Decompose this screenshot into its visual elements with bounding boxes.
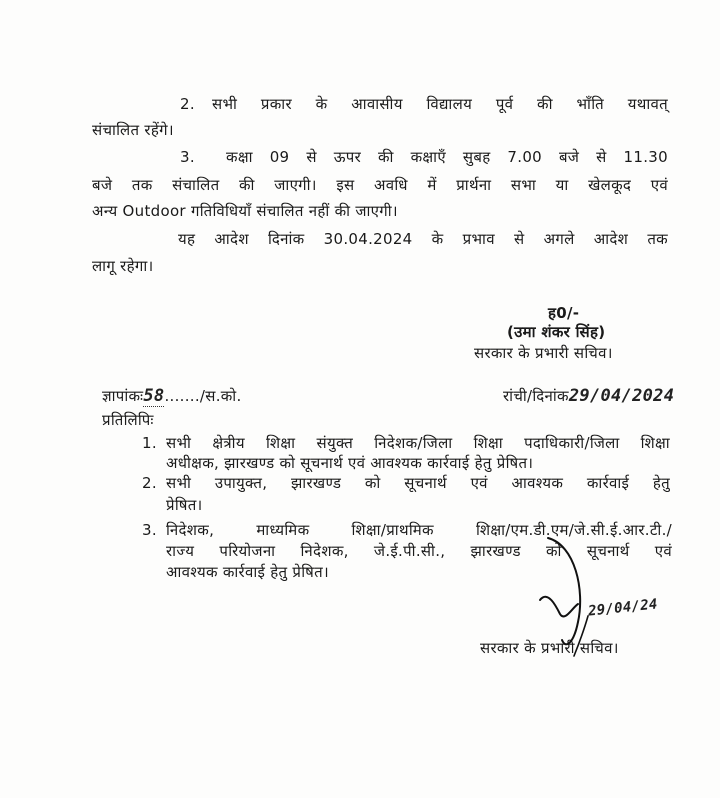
para3-number: 3. (180, 148, 195, 166)
para3-line1: कक्षा 09 से ऊपर की कक्षाएँ सुबह 7.00 बजे से 11.30 (226, 148, 668, 166)
copy-item-number: 1. (142, 434, 157, 452)
copy-item-3-line2: राज्य परियोजना निदेशक, जे.ई.पी.सी., झारखण्ड को सूचनार्थ एवं (166, 542, 672, 560)
copy-item-1-line1: सभी क्षेत्रीय शिक्षा संयुक्त निदेशक/जिला शिक्षा पदाधिकारी/जिला शिक्षा (166, 434, 670, 452)
initial-date-handwritten: 29/04/24 (587, 596, 659, 620)
para2-line2: संचालित रहेंगे। (92, 121, 174, 139)
memo-place-label: रांची/दिनांक (503, 387, 569, 405)
para2-number: 2. (180, 95, 195, 113)
para2-line1: सभी प्रकार के आवासीय विद्यालय पूर्व की भाँति यथावत् (212, 95, 668, 113)
copy-item-number: 2. (142, 474, 157, 492)
memo-number-suffix: ......./स.को. (164, 387, 242, 405)
signatory-designation: सरकार के प्रभारी सचिव। (474, 344, 613, 362)
para3-line3: अन्य Outdoor गतिविधियाँ संचालित नहीं की जाएगी। (92, 202, 398, 220)
effect-line1: यह आदेश दिनांक 30.04.2024 के प्रभाव से अगले आदेश तक (178, 230, 668, 248)
copy-item-2-line2: प्रेषित। (166, 496, 203, 514)
footer-designation: सरकार के प्रभारी सचिव। (480, 639, 619, 657)
memo-date-handwritten: 29/04/2024 (568, 386, 675, 406)
signed-mark: ह0/- (548, 304, 580, 322)
para3-line2: बजे तक संचालित की जाएगी। इस अवधि में प्रार्थना सभा या खेलकूद एवं (92, 176, 668, 194)
copy-item-3-line1: निदेशक, माध्यमिक शिक्षा/प्राथमिक शिक्षा/एम.डी.एम/जे.सी.ई.आर.टी./ (166, 521, 672, 539)
copy-item-number: 3. (142, 521, 157, 539)
copy-item-1-line2: अधीक्षक, झारखण्ड को सूचनार्थ एवं आवश्यक कार्रवाई हेतु प्रेषित। (166, 454, 534, 472)
memo-number-label: ज्ञापांकः (102, 387, 144, 405)
effect-line2: लागू रहेगा। (92, 257, 154, 275)
copy-to-heading: प्रतिलिपिः (102, 411, 154, 429)
copy-item-2-line1: सभी उपायुक्त, झारखण्ड को सूचनार्थ एवं आवश्यक कार्रवाई हेतु (166, 474, 670, 492)
memo-number-handwritten: 58 (143, 386, 165, 406)
signatory-name: (उमा शंकर सिंह) (507, 323, 606, 341)
copy-item-3-line3: आवश्यक कार्रवाई हेतु प्रेषित। (166, 563, 329, 581)
memo-number-row (102, 386, 242, 406)
memo-date-row (503, 386, 674, 406)
